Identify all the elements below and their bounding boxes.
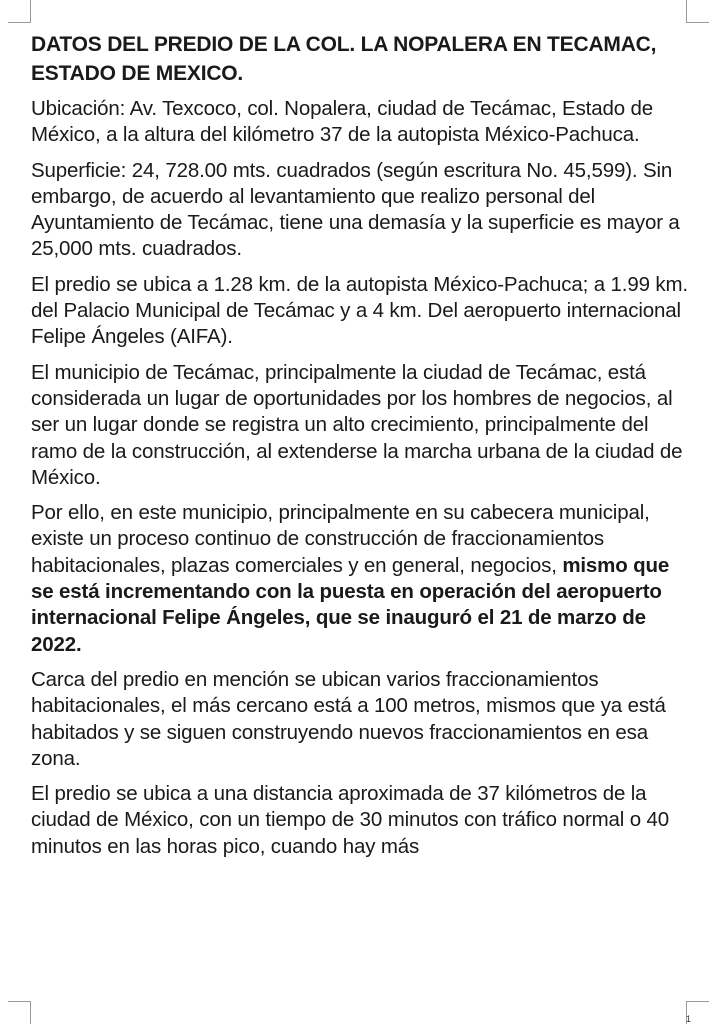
paragraph-distancias: El predio se ubica a 1.28 km. de la autopista México-Pachuca; a 1.99 km. del Palacio Municipal de Tecámac y a 4 km. Del aeropuerto internacional Felipe Ángeles (AIFA). xyxy=(31,272,688,349)
paragraph-distancia-cdmx: El predio se ubica a una distancia aproximada de 37 kilómetros de la ciudad de México, con un tiempo de 30 minutos con tráfico normal o 40 minutos en las horas pico, cuando hay más xyxy=(31,782,670,858)
paragraph-municipio: El municipio de Tecámac, principalmente la ciudad de Tecámac, está considerada un lugar de oportunidades por los hombres de negocios, al ser un lugar donde se registra un alto crecimiento, principalmente del ramo de la construcción, al extenderse la marcha urbana de la ciudad de México. xyxy=(31,360,683,489)
document-body xyxy=(31,30,693,869)
crop-mark-top-left xyxy=(8,0,31,23)
paragraph-construccion-text: Por ello, en este municipio, principalmente en su cabecera municipal, existe un proceso continuo de construcción de fraccionamientos habitacionales, plazas comerciales y en general, negocios, xyxy=(31,501,650,577)
page-number: 1 xyxy=(686,1014,692,1024)
document-title: DATOS DEL PREDIO DE LA COL. LA NOPALERA EN TECAMAC, ESTADO DE MEXICO. xyxy=(31,33,657,85)
paragraph-ubicacion: Ubicación: Av. Texcoco, col. Nopalera, ciudad de Tecámac, Estado de México, a la altura del kilómetro 37 de la autopista México-Pachuca. xyxy=(31,97,654,147)
paragraph-superficie: Superficie: 24, 728.00 mts. cuadrados (según escritura No. 45,599). Sin embargo, de acuerdo al levantamiento que realizo personal del Ayuntamiento de Tecámac, tiene una demasía y la superficie es mayor a 25,000 mts. cuadrados. xyxy=(31,158,680,261)
crop-mark-top-right xyxy=(686,0,709,23)
paragraph-fraccionamientos: Carca del predio en mención se ubican varios fraccionamientos habitacionales, el más cercano está a 100 metros, mismos que ya está habitados y se siguen construyendo nuevos fraccionamientos en esa zona. xyxy=(31,667,666,770)
crop-mark-bottom-left xyxy=(8,1001,31,1024)
paragraph-construccion xyxy=(31,500,693,658)
paragraph-construccion-bold: mismo que se está incrementando con la puesta en operación del aeropuerto internacional Felipe Ángeles, que se inauguró el 21 de marzo de 2022. xyxy=(31,553,670,656)
